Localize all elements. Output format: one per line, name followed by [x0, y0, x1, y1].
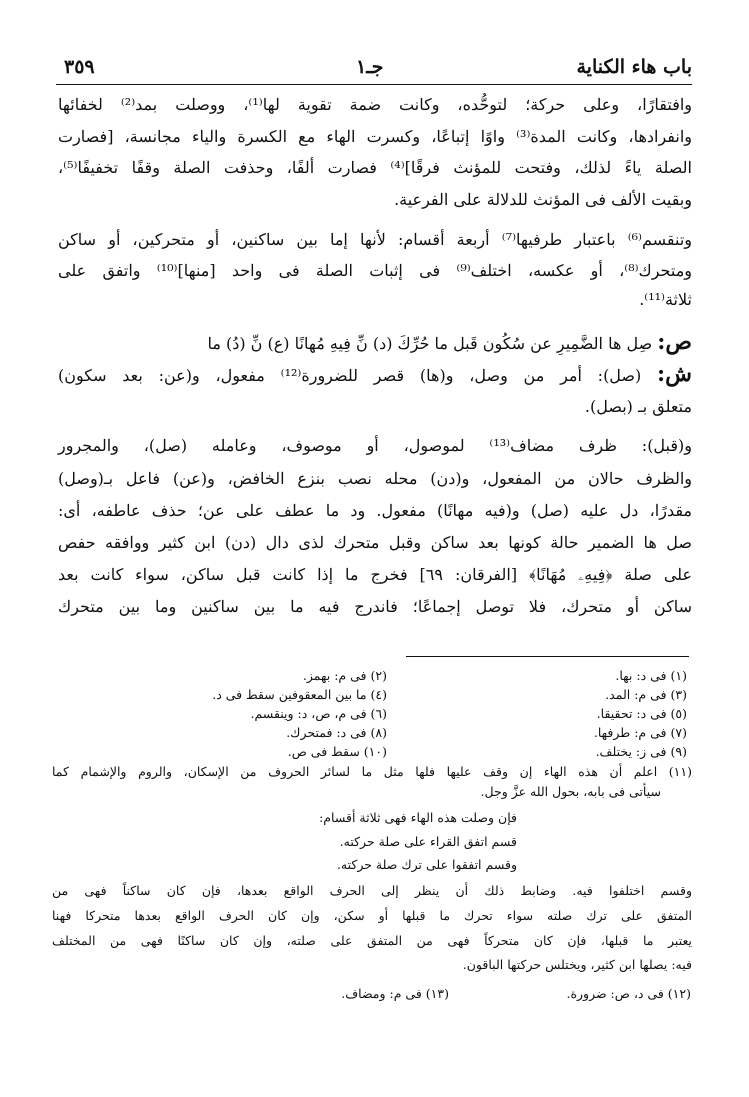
page-header	[56, 50, 692, 85]
volume-label: جـ١	[356, 56, 384, 78]
footnote: (١٠) سقط فى ص.	[287, 744, 387, 759]
footnote: (٥) فى د: تحقيقا.	[596, 706, 687, 721]
commentary-first-line	[58, 361, 692, 389]
body-line: مقدرًا، دل عليه (صل) و(فيه مهانًا) مفعول. ود ما عطف على عن؛ حذف عاطفه، أى:	[58, 501, 693, 520]
footnote: (١) فى د: بها.	[615, 668, 687, 683]
verse-line	[58, 329, 692, 357]
body-line: صل ها الضمير حالة كونها بعد ساكن وقبل متحرك لذى دال (دن) ابن كثير ووافقه حفص	[58, 533, 692, 552]
footnote: (١٣) فى م: ومضاف.	[341, 986, 449, 1001]
verse-text: صِل ها الضَّمِيرِ عن سُكُون قَبل ما حُرِّكَ (د) نِّ فِيهِ مُهانًا (ع) نِّ (دُ) ما	[207, 334, 653, 353]
body-line: وافتقارًا، وعلى حركة؛ لتوحُّده، وكانت ضمة تقوية لها⁽¹⁾، ووصلت بمد⁽²⁾ لخفائها	[58, 95, 693, 114]
body-line: وبقيت الألف فى المؤنث للدلالة على الفرعية.	[394, 190, 692, 209]
body-line: ساكن أو متحرك، فلا توصل إجماعًا؛ فاندرج فيه ما بين ساكنين وما بين متحرك	[58, 597, 692, 616]
footnote-11-para: وقسم اختلفوا فيه. وضابط ذلك أن ينظر إلى الحرف الواقع بعدها، فإن كان ساكناً فهى من	[52, 883, 692, 898]
verse-label: ص:	[657, 329, 692, 355]
body-line: ومتحرك⁽⁸⁾، أو عكسه، اختلف⁽⁹⁾ فى إثبات الصلة فى واحد [منها]⁽¹⁰⁾ واتفق على	[58, 261, 693, 280]
footnote: (٣) فى م: المد.	[605, 687, 687, 702]
footnote-11: (١١) اعلم أن هذه الهاء إن وقف عليها فلها مثل ما لسائر الحروف من الإسكان، والروم والإشمام كما	[52, 764, 692, 779]
footnote: (٧) فى م: طرفها.	[593, 725, 687, 740]
page-number: ٣٥٩	[64, 56, 95, 78]
footnote: (٦) فى م، ص، د: وينقسم.	[250, 706, 387, 721]
footnote: (٤) ما بين المعقوفين سقط فى د.	[212, 687, 387, 702]
footnote: (٢) فى م: بهمز.	[302, 668, 387, 683]
footnote-11-cont: سيأتى فى بابه، بحول الله عزَّ وجل.	[480, 784, 661, 799]
footnote: (٨) فى د: فمتحرك.	[286, 725, 387, 740]
commentary-label: ش:	[657, 361, 693, 387]
body-line: وانفرادها، وكانت المدة⁽³⁾ واوًا إتباعًا، وكسرت الهاء مع الكسرة والياء مجانسة، [فصارت	[58, 127, 692, 146]
body-line: الصلة ياءً لذلك، وفتحت للمؤنث فرقًا]⁽⁴⁾ فصارت ألفًا، وحذفت الصلة وقفًا تخفيفًا⁽⁵⁾،	[58, 158, 692, 177]
body-line: و(قبل): ظرف مضاف⁽¹³⁾ لموصول، أو موصوف، وعامله (صل)، والمجرور	[58, 436, 692, 455]
footnote-11-sub: وقسم اتفقوا على ترك صلة حركته.	[336, 857, 517, 872]
footnote-11-sub: فإن وصلت هذه الهاء فهى ثلاثة أقسام:	[319, 810, 517, 825]
body-line: على صلة ﴿فِيهِۦ مُهَانًا﴾ [الفرقان: ٦٩] فخرج ما إذا كانت قبل ساكن، سواء كانت بعد	[58, 565, 693, 584]
body-line: وتنقسم⁽⁶⁾ باعتبار طرفيها⁽⁷⁾ أربعة أقسام: لأنها إما بين ساكنين، أو متحركين، أو ساكن	[58, 230, 692, 249]
chapter-title: باب هاء الكناية	[576, 56, 692, 78]
body-line: والظرف حالان من المفعول، و(دن) محله نصب بنزع الخافض، و(عن) فاعل بـ(وصل)	[58, 469, 692, 488]
footnote: (١٢) فى د، ص: ضرورة.	[566, 986, 691, 1001]
footnote-separator	[406, 656, 689, 657]
body-line: متعلق بـ (بصل).	[584, 397, 692, 416]
footnote-11-para: يعتبر ما قبلها، فإن كان متحركاً فهى من المتفق على صلته، وإن كان ساكنًا فهى من المختلف	[52, 933, 692, 948]
commentary-text: (صل): أمر من وصل، و(ها) قصر للضرورة⁽¹²⁾ مفعول، و(عن: بعد سكون)	[58, 366, 642, 385]
footnote-11-para: المتفق على ترك صلته سواء تحرك ما قبلها أو سكن، وإن كان الحرف الواقع بعدها متحركا فهنا	[52, 908, 692, 923]
body-line: ثلاثة⁽¹¹⁾.	[639, 290, 692, 309]
footnote-11-sub: قسم اتفق القراء على صلة حركته.	[339, 834, 517, 849]
footnote-11-para: فيه: يصلها ابن كثير، ويختلس حركتها الباقون.	[462, 957, 692, 972]
footnote: (٩) فى ز: يختلف.	[595, 744, 687, 759]
